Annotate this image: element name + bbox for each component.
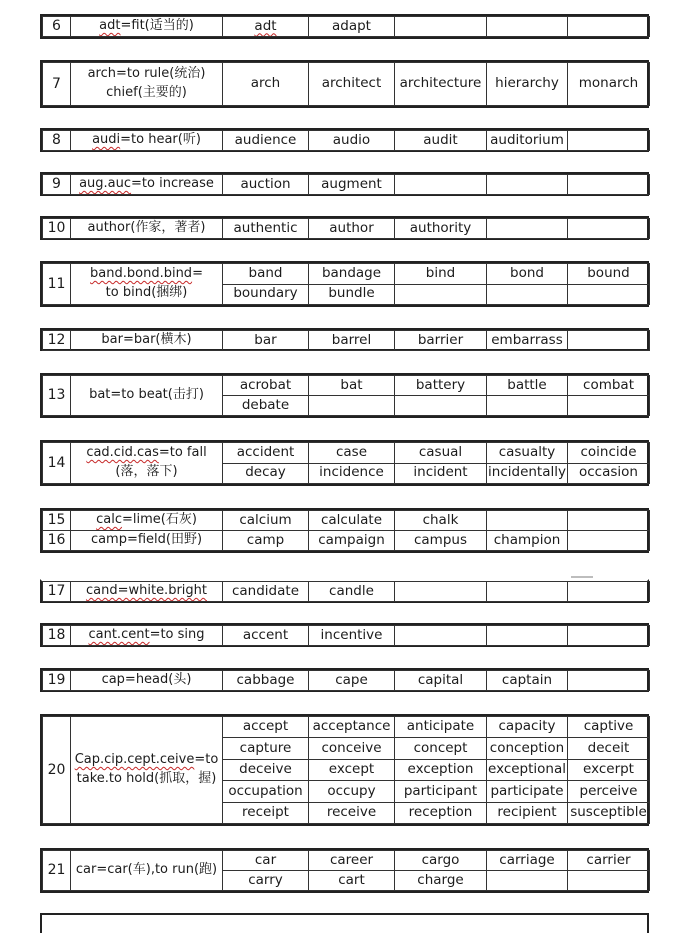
root-definition: cap=head(头): [71, 671, 223, 691]
vocab-block-7: [40, 60, 649, 108]
root-definition: adt=fit(适当的): [71, 17, 223, 37]
word-cell: [487, 175, 568, 195]
word-cell: captain: [487, 671, 568, 691]
word-cell: susceptible: [568, 802, 650, 823]
word-cell: except: [309, 759, 395, 780]
word-cell: barrier: [395, 331, 487, 351]
root-definition: audi=to hear(听): [71, 131, 223, 151]
word-cell: bat: [309, 376, 395, 396]
root-definition: cad.cid.cas=to fall (落，落下): [71, 443, 223, 484]
word-cell: embarrass: [487, 331, 568, 351]
vocab-block-9: [40, 172, 649, 196]
word-cell: coincide: [568, 443, 650, 464]
vocab-block-19: [40, 668, 649, 692]
word-cell: [568, 219, 650, 239]
word-cell: case: [309, 443, 395, 464]
root-definition: cand=white.bright: [71, 582, 223, 602]
row-number: 13: [43, 376, 71, 416]
word-cell: barrel: [309, 331, 395, 351]
word-cell: bound: [568, 264, 650, 285]
word-cell: author: [309, 219, 395, 239]
word-cell: charge: [395, 871, 487, 891]
root-definition: calc=lime(石灰): [71, 511, 223, 531]
word-cell: architect: [309, 63, 395, 106]
word-cell: monarch: [568, 63, 650, 106]
word-cell: conception: [487, 738, 568, 759]
row-number: 18: [43, 626, 71, 646]
word-cell: camp: [223, 531, 309, 551]
word-cell: [487, 17, 568, 37]
word-cell: recipient: [487, 802, 568, 823]
vocab-block-13: [40, 373, 649, 418]
word-cell: deceive: [223, 759, 309, 780]
word-cell: battle: [487, 376, 568, 396]
word-cell: [487, 396, 568, 416]
word-cell: [395, 582, 487, 602]
word-cell: calcium: [223, 511, 309, 531]
row-number: 7: [43, 63, 71, 106]
word-cell: chalk: [395, 511, 487, 531]
word-cell: incidence: [309, 463, 395, 484]
vocab-block-next-partial: [40, 913, 649, 933]
vocab-block-11: [40, 261, 649, 307]
word-cell: bind: [395, 264, 487, 285]
root-definition: author(作家，著者): [71, 219, 223, 239]
row-number: 15: [43, 511, 71, 531]
root-definition: band.bond.bind= to bind(捆绑): [71, 264, 223, 305]
word-cell: conceive: [309, 738, 395, 759]
word-cell: accent: [223, 626, 309, 646]
word-cell: capital: [395, 671, 487, 691]
word-cell: bond: [487, 264, 568, 285]
word-cell: perceive: [568, 781, 650, 802]
word-cell: cargo: [395, 851, 487, 871]
word-cell: deceit: [568, 738, 650, 759]
word-cell: bundle: [309, 284, 395, 305]
word-cell: [395, 284, 487, 305]
root-definition: camp=field(田野): [71, 531, 223, 551]
word-cell: anticipate: [395, 717, 487, 738]
word-cell: exceptional: [487, 759, 568, 780]
word-cell: participate: [487, 781, 568, 802]
word-cell: acrobat: [223, 376, 309, 396]
word-cell: [568, 671, 650, 691]
vocab-block-17: [40, 579, 649, 603]
word-cell: adt: [223, 17, 309, 37]
word-cell: accident: [223, 443, 309, 464]
vocab-block-12: [40, 328, 649, 351]
word-cell: receive: [309, 802, 395, 823]
word-cell: battery: [395, 376, 487, 396]
vocab-block-15-16: [40, 508, 649, 553]
word-cell: [568, 331, 650, 351]
word-cell: [568, 284, 650, 305]
word-cell: [487, 219, 568, 239]
word-cell: occupation: [223, 781, 309, 802]
word-cell: [487, 871, 568, 891]
vocab-block-8: [40, 128, 649, 152]
word-cell: champion: [487, 531, 568, 551]
word-cell: [395, 396, 487, 416]
vocab-block-14: [40, 440, 649, 486]
word-cell: [568, 17, 650, 37]
root-definition: Cap.cip.cept.ceive=to take.to hold(抓取，握): [71, 717, 223, 824]
word-cell: decay: [223, 463, 309, 484]
word-cell: [568, 131, 650, 151]
word-cell: incident: [395, 463, 487, 484]
word-cell: boundary: [223, 284, 309, 305]
row-number: 12: [43, 331, 71, 351]
word-cell: participant: [395, 781, 487, 802]
word-cell: [568, 582, 650, 602]
word-cell: [395, 626, 487, 646]
row-number: 10: [43, 219, 71, 239]
word-cell: debate: [223, 396, 309, 416]
word-cell: adapt: [309, 17, 395, 37]
word-cell: cabbage: [223, 671, 309, 691]
root-definition: bat=to beat(击打): [71, 376, 223, 416]
word-cell: candle: [309, 582, 395, 602]
word-cell: calculate: [309, 511, 395, 531]
word-cell: [309, 396, 395, 416]
word-cell: carrier: [568, 851, 650, 871]
row-number: 20: [43, 717, 71, 824]
word-cell: authentic: [223, 219, 309, 239]
word-cell: architecture: [395, 63, 487, 106]
word-cell: occasion: [568, 463, 650, 484]
row-number: 9: [43, 175, 71, 195]
row-number: 14: [43, 443, 71, 484]
root-definition: car=car(车),to run(跑): [71, 851, 223, 891]
word-cell: [568, 396, 650, 416]
word-cell: campaign: [309, 531, 395, 551]
word-cell: [487, 511, 568, 531]
word-cell: [568, 871, 650, 891]
word-cell: arch: [223, 63, 309, 106]
word-cell: reception: [395, 802, 487, 823]
word-cell: career: [309, 851, 395, 871]
row-number: 17: [43, 582, 71, 602]
word-cell: concept: [395, 738, 487, 759]
row-number: 11: [43, 264, 71, 305]
word-cell: carriage: [487, 851, 568, 871]
word-cell: authority: [395, 219, 487, 239]
word-cell: carry: [223, 871, 309, 891]
word-cell: [487, 284, 568, 305]
word-cell: occupy: [309, 781, 395, 802]
word-cell: band: [223, 264, 309, 285]
word-cell: car: [223, 851, 309, 871]
word-cell: receipt: [223, 802, 309, 823]
word-cell: incidentally: [487, 463, 568, 484]
word-cell: capacity: [487, 717, 568, 738]
vocab-block-21: [40, 848, 649, 893]
word-cell: [487, 582, 568, 602]
word-cell: accept: [223, 717, 309, 738]
word-cell: exception: [395, 759, 487, 780]
root-definition: bar=bar(横木): [71, 331, 223, 351]
root-definition: arch=to rule(统治) chief(主要的): [71, 63, 223, 106]
word-cell: augment: [309, 175, 395, 195]
word-cell: excerpt: [568, 759, 650, 780]
row-number: 19: [43, 671, 71, 691]
word-cell: hierarchy: [487, 63, 568, 106]
word-cell: casualty: [487, 443, 568, 464]
word-cell: casual: [395, 443, 487, 464]
word-cell: cart: [309, 871, 395, 891]
scan-mark: [571, 576, 593, 578]
vocab-block-18: [40, 623, 649, 647]
word-cell: audience: [223, 131, 309, 151]
row-number: 8: [43, 131, 71, 151]
word-cell: [568, 175, 650, 195]
row-number: 6: [43, 17, 71, 37]
word-cell: [395, 17, 487, 37]
vocab-block-10: [40, 216, 649, 240]
root-definition: aug.auc=to increase: [71, 175, 223, 195]
word-cell: cape: [309, 671, 395, 691]
vocab-block-20: [40, 714, 649, 826]
word-cell: audit: [395, 131, 487, 151]
word-cell: [568, 531, 650, 551]
root-definition: cant.cent=to sing: [71, 626, 223, 646]
word-cell: candidate: [223, 582, 309, 602]
word-cell: captive: [568, 717, 650, 738]
word-cell: acceptance: [309, 717, 395, 738]
row-number: 16: [43, 531, 71, 551]
word-cell: [568, 511, 650, 531]
word-cell: bar: [223, 331, 309, 351]
vocab-block-6: [40, 14, 649, 39]
word-cell: audio: [309, 131, 395, 151]
word-cell: incentive: [309, 626, 395, 646]
word-cell: [568, 626, 650, 646]
word-cell: campus: [395, 531, 487, 551]
word-cell: [395, 175, 487, 195]
row-number: 21: [43, 851, 71, 891]
word-cell: bandage: [309, 264, 395, 285]
word-cell: auditorium: [487, 131, 568, 151]
word-cell: [487, 626, 568, 646]
word-cell: capture: [223, 738, 309, 759]
word-cell: auction: [223, 175, 309, 195]
word-cell: combat: [568, 376, 650, 396]
